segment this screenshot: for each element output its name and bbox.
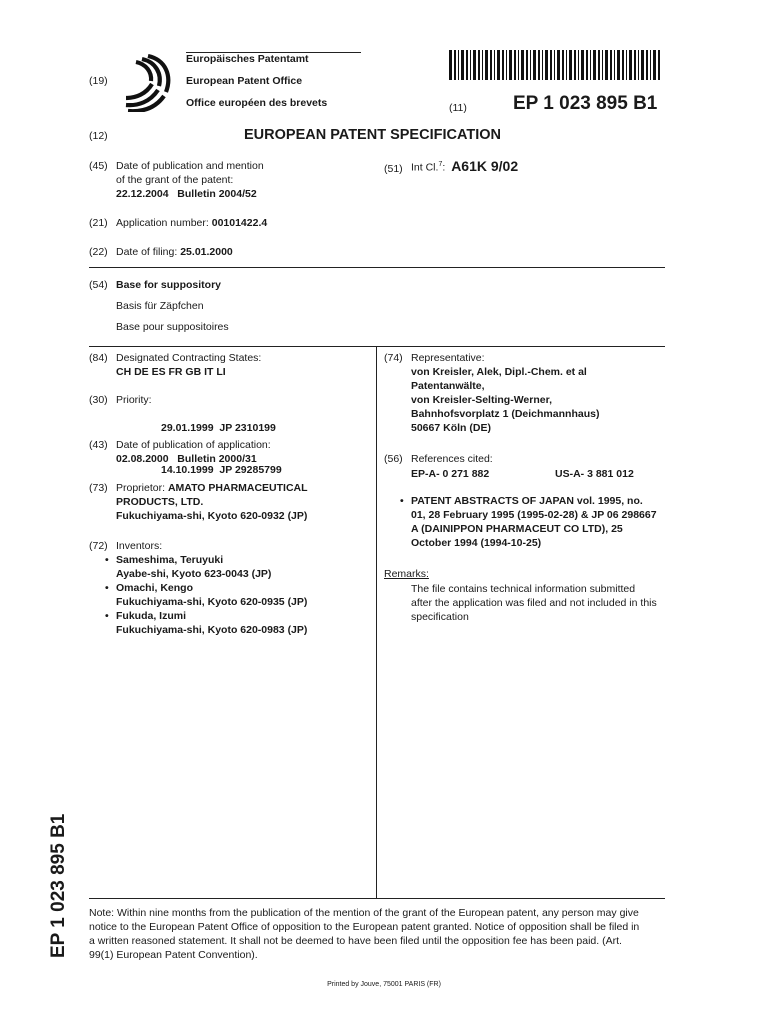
barcode-bar: [641, 50, 644, 80]
application-number-row: [116, 216, 267, 230]
designated-states-block: [116, 351, 261, 379]
office-name-fr: Office européen des brevets: [186, 97, 328, 109]
reference-patent: US-A- 3 881 012: [555, 468, 634, 480]
note-line: notice to the European Patent Office of opposition to the European patent granted. Notice of opposition shall be filed in: [89, 921, 640, 933]
inventor-address: Fukuchiyama-shi, Kyoto 620-0935 (JP): [116, 596, 308, 608]
priority-entry: 29.01.1999 JP 2310199: [161, 422, 276, 434]
barcode-bar: [593, 50, 596, 80]
inventors-block: [116, 539, 307, 637]
representative-label: Representative:: [411, 352, 485, 364]
barcode-bar: [545, 50, 548, 80]
inventor-address: Ayabe-shi, Kyoto 623-0043 (JP): [116, 568, 272, 580]
rule-before-columns: [89, 346, 665, 347]
inid-code-11: (11): [449, 102, 467, 114]
side-publication-number: EP 1 023 895 B1: [48, 813, 69, 958]
remarks-line: The file contains technical information submitted: [411, 583, 636, 595]
barcode-bar: [509, 50, 512, 80]
remarks-line: after the application was filed and not included in this: [411, 597, 657, 609]
inid-code-21: (21): [89, 217, 108, 229]
barcode-bar: [478, 50, 480, 80]
note-line: a written reasoned statement. It shall not be deemed to have been filed until the opposition fee has been paid. (Art.: [89, 935, 622, 947]
barcode-bar: [454, 50, 456, 80]
barcode-bar: [550, 50, 552, 80]
barcode-bar: [554, 50, 555, 80]
reference-line: October 1994 (1994-10-25): [411, 537, 542, 549]
barcode-bar: [518, 50, 519, 80]
barcode-bar: [598, 50, 600, 80]
proprietor-label: Proprietor:: [116, 482, 166, 494]
barcode-bar: [521, 50, 524, 80]
reference-line: 01, 28 February 1995 (1995-02-28) & JP 06 298667: [411, 509, 657, 521]
barcode-bar: [574, 50, 576, 80]
grant-date-block: [116, 159, 264, 201]
barcode-bar: [466, 50, 468, 80]
barcode-bar: [533, 50, 536, 80]
reference-line: • PATENT ABSTRACTS OF JAPAN vol. 1995, no.: [411, 494, 657, 508]
inid-code-54: (54): [89, 279, 108, 291]
reference-line: A (DAINIPPON PHARMACEUT CO LTD), 25: [411, 523, 623, 535]
barcode-bar: [538, 50, 540, 80]
representative-line: 50667 Köln (DE): [411, 422, 491, 434]
note-line: Note: Within nine months from the publication of the mention of the grant of the European patent, any person may give: [89, 907, 639, 919]
int-cl-colon: :: [442, 161, 446, 174]
inid-code-43: (43): [89, 439, 108, 451]
barcode-bar: [562, 50, 564, 80]
priority-entry: 14.10.1999 JP 29285799: [161, 464, 282, 476]
barcode-bar: [614, 50, 615, 80]
barcode-bar: [658, 50, 660, 80]
barcode-bar: [653, 50, 656, 80]
barcode-bar: [530, 50, 531, 80]
barcode-bar: [506, 50, 507, 80]
barcode-bar: [461, 50, 464, 80]
barcode-bar: [470, 50, 471, 80]
barcode-bar: [605, 50, 608, 80]
grant-label-line2: of the grant of the patent:: [116, 174, 234, 186]
barcode-bar: [526, 50, 528, 80]
proprietor-address: Fukuchiyama-shi, Kyoto 620-0932 (JP): [116, 510, 308, 522]
int-cl-label: Int Cl.: [411, 161, 439, 174]
barcode-bar: [473, 50, 476, 80]
barcode-bar: [569, 50, 572, 80]
references-label: References cited:: [411, 453, 493, 465]
inid-code-45: (45): [89, 160, 108, 172]
remarks-line: specification: [411, 611, 469, 623]
application-publication-block: [116, 438, 271, 466]
remarks-text: [411, 582, 657, 624]
barcode-bar: [449, 50, 452, 80]
filing-date-label: Date of filing:: [116, 246, 178, 258]
inid-code-56: (56): [384, 453, 403, 465]
designated-states-value: CH DE ES FR GB IT LI: [116, 366, 226, 378]
office-name-en: European Patent Office: [186, 75, 303, 87]
barcode-bar: [542, 50, 543, 80]
inid-code-30: (30): [89, 394, 108, 406]
title-english: Base for suppository: [116, 279, 222, 291]
barcode-bar: [514, 50, 516, 80]
proprietor-name-cont: PRODUCTS, LTD.: [116, 496, 204, 508]
filing-date-value: 25.01.2000: [180, 246, 233, 258]
proprietor-block: [116, 481, 308, 523]
printer-line: Printed by Jouve, 75001 PARIS (FR): [327, 981, 441, 988]
proprietor-name: AMATO PHARMACEUTICAL: [167, 482, 308, 494]
application-publication-label: Date of publication of application:: [116, 439, 271, 451]
inid-code-12: (12): [89, 130, 108, 142]
inid-code-51: (51): [384, 163, 403, 175]
filing-date-row: [116, 245, 233, 259]
barcode-bar: [482, 50, 483, 80]
reference-patent: EP-A- 0 271 882: [411, 468, 490, 480]
inid-code-74: (74): [384, 352, 403, 364]
title-french: Base pour suppositoires: [116, 321, 229, 333]
barcode-bar: [581, 50, 584, 80]
int-cl-superscript: 7: [438, 161, 443, 168]
publication-number: EP 1 023 895 B1: [513, 93, 658, 114]
representative-line: von Kreisler, Alek, Dipl.-Chem. et al: [411, 366, 587, 378]
reference-nonpatent: [411, 494, 657, 550]
rule-before-note: [89, 898, 665, 899]
barcode-bar: [629, 50, 632, 80]
barcode-bar: [586, 50, 588, 80]
barcode-bar: [494, 50, 495, 80]
application-number-label: Application number:: [116, 217, 209, 229]
int-cl-block: [411, 158, 518, 175]
office-name-de: Europäisches Patentamt: [186, 53, 309, 65]
barcode-bar: [502, 50, 504, 80]
barcode-bar: [610, 50, 612, 80]
barcode-bar: [497, 50, 500, 80]
inventor-name: • Fukuda, Izumi: [116, 609, 307, 623]
barcode-bar: [590, 50, 591, 80]
inventors-label: Inventors:: [116, 540, 163, 552]
inid-code-84: (84): [89, 352, 108, 364]
barcode-bar: [458, 50, 459, 80]
specification-title: EUROPEAN PATENT SPECIFICATION: [244, 127, 501, 143]
grant-label-line1: Date of publication and mention: [116, 160, 264, 172]
barcode-bar: [578, 50, 579, 80]
inventor-name: • Sameshima, Teruyuki: [116, 553, 307, 567]
epo-logo-icon: [122, 54, 180, 112]
barcode-bar: [566, 50, 567, 80]
representative-line: Bahnhofsvorplatz 1 (Deichmannhaus): [411, 408, 600, 420]
remarks-label: Remarks:: [384, 568, 429, 580]
inid-code-22: (22): [89, 246, 108, 258]
opposition-note: [89, 906, 665, 962]
application-publication-value: 02.08.2000 Bulletin 2000/31: [116, 453, 257, 465]
title-german: Basis für Zäpfchen: [116, 300, 204, 312]
barcode-bar: [617, 50, 620, 80]
barcode-bar: [650, 50, 651, 80]
barcode-bar: [634, 50, 636, 80]
inid-code-72: (72): [89, 540, 108, 552]
barcode-bar: [490, 50, 492, 80]
inventor-name: • Omachi, Kengo: [116, 581, 307, 595]
representative-block: [411, 351, 599, 435]
barcode-bar: [485, 50, 488, 80]
rule-after-filing: [89, 267, 665, 268]
grant-date-value: 22.12.2004 Bulletin 2004/52: [116, 188, 257, 200]
inid-code-73: (73): [89, 482, 108, 494]
barcode: [449, 50, 663, 80]
barcode-bar: [622, 50, 624, 80]
barcode-bar: [638, 50, 639, 80]
barcode-bar: [557, 50, 560, 80]
barcode-bar: [602, 50, 603, 80]
inid-code-19: (19): [89, 75, 108, 87]
designated-states-label: Designated Contracting States:: [116, 352, 262, 364]
barcode-bar: [646, 50, 648, 80]
representative-line: von Kreisler-Selting-Werner,: [411, 394, 553, 406]
inventor-address: Fukuchiyama-shi, Kyoto 620-0983 (JP): [116, 624, 308, 636]
application-number-value: 00101422.4: [211, 217, 268, 229]
priority-label: Priority:: [116, 394, 152, 406]
note-line: 99(1) European Patent Convention).: [89, 949, 258, 961]
column-divider: [376, 346, 377, 898]
representative-line: Patentanwälte,: [411, 380, 485, 392]
barcode-bar: [626, 50, 627, 80]
int-cl-value: A61K 9/02: [451, 157, 519, 174]
